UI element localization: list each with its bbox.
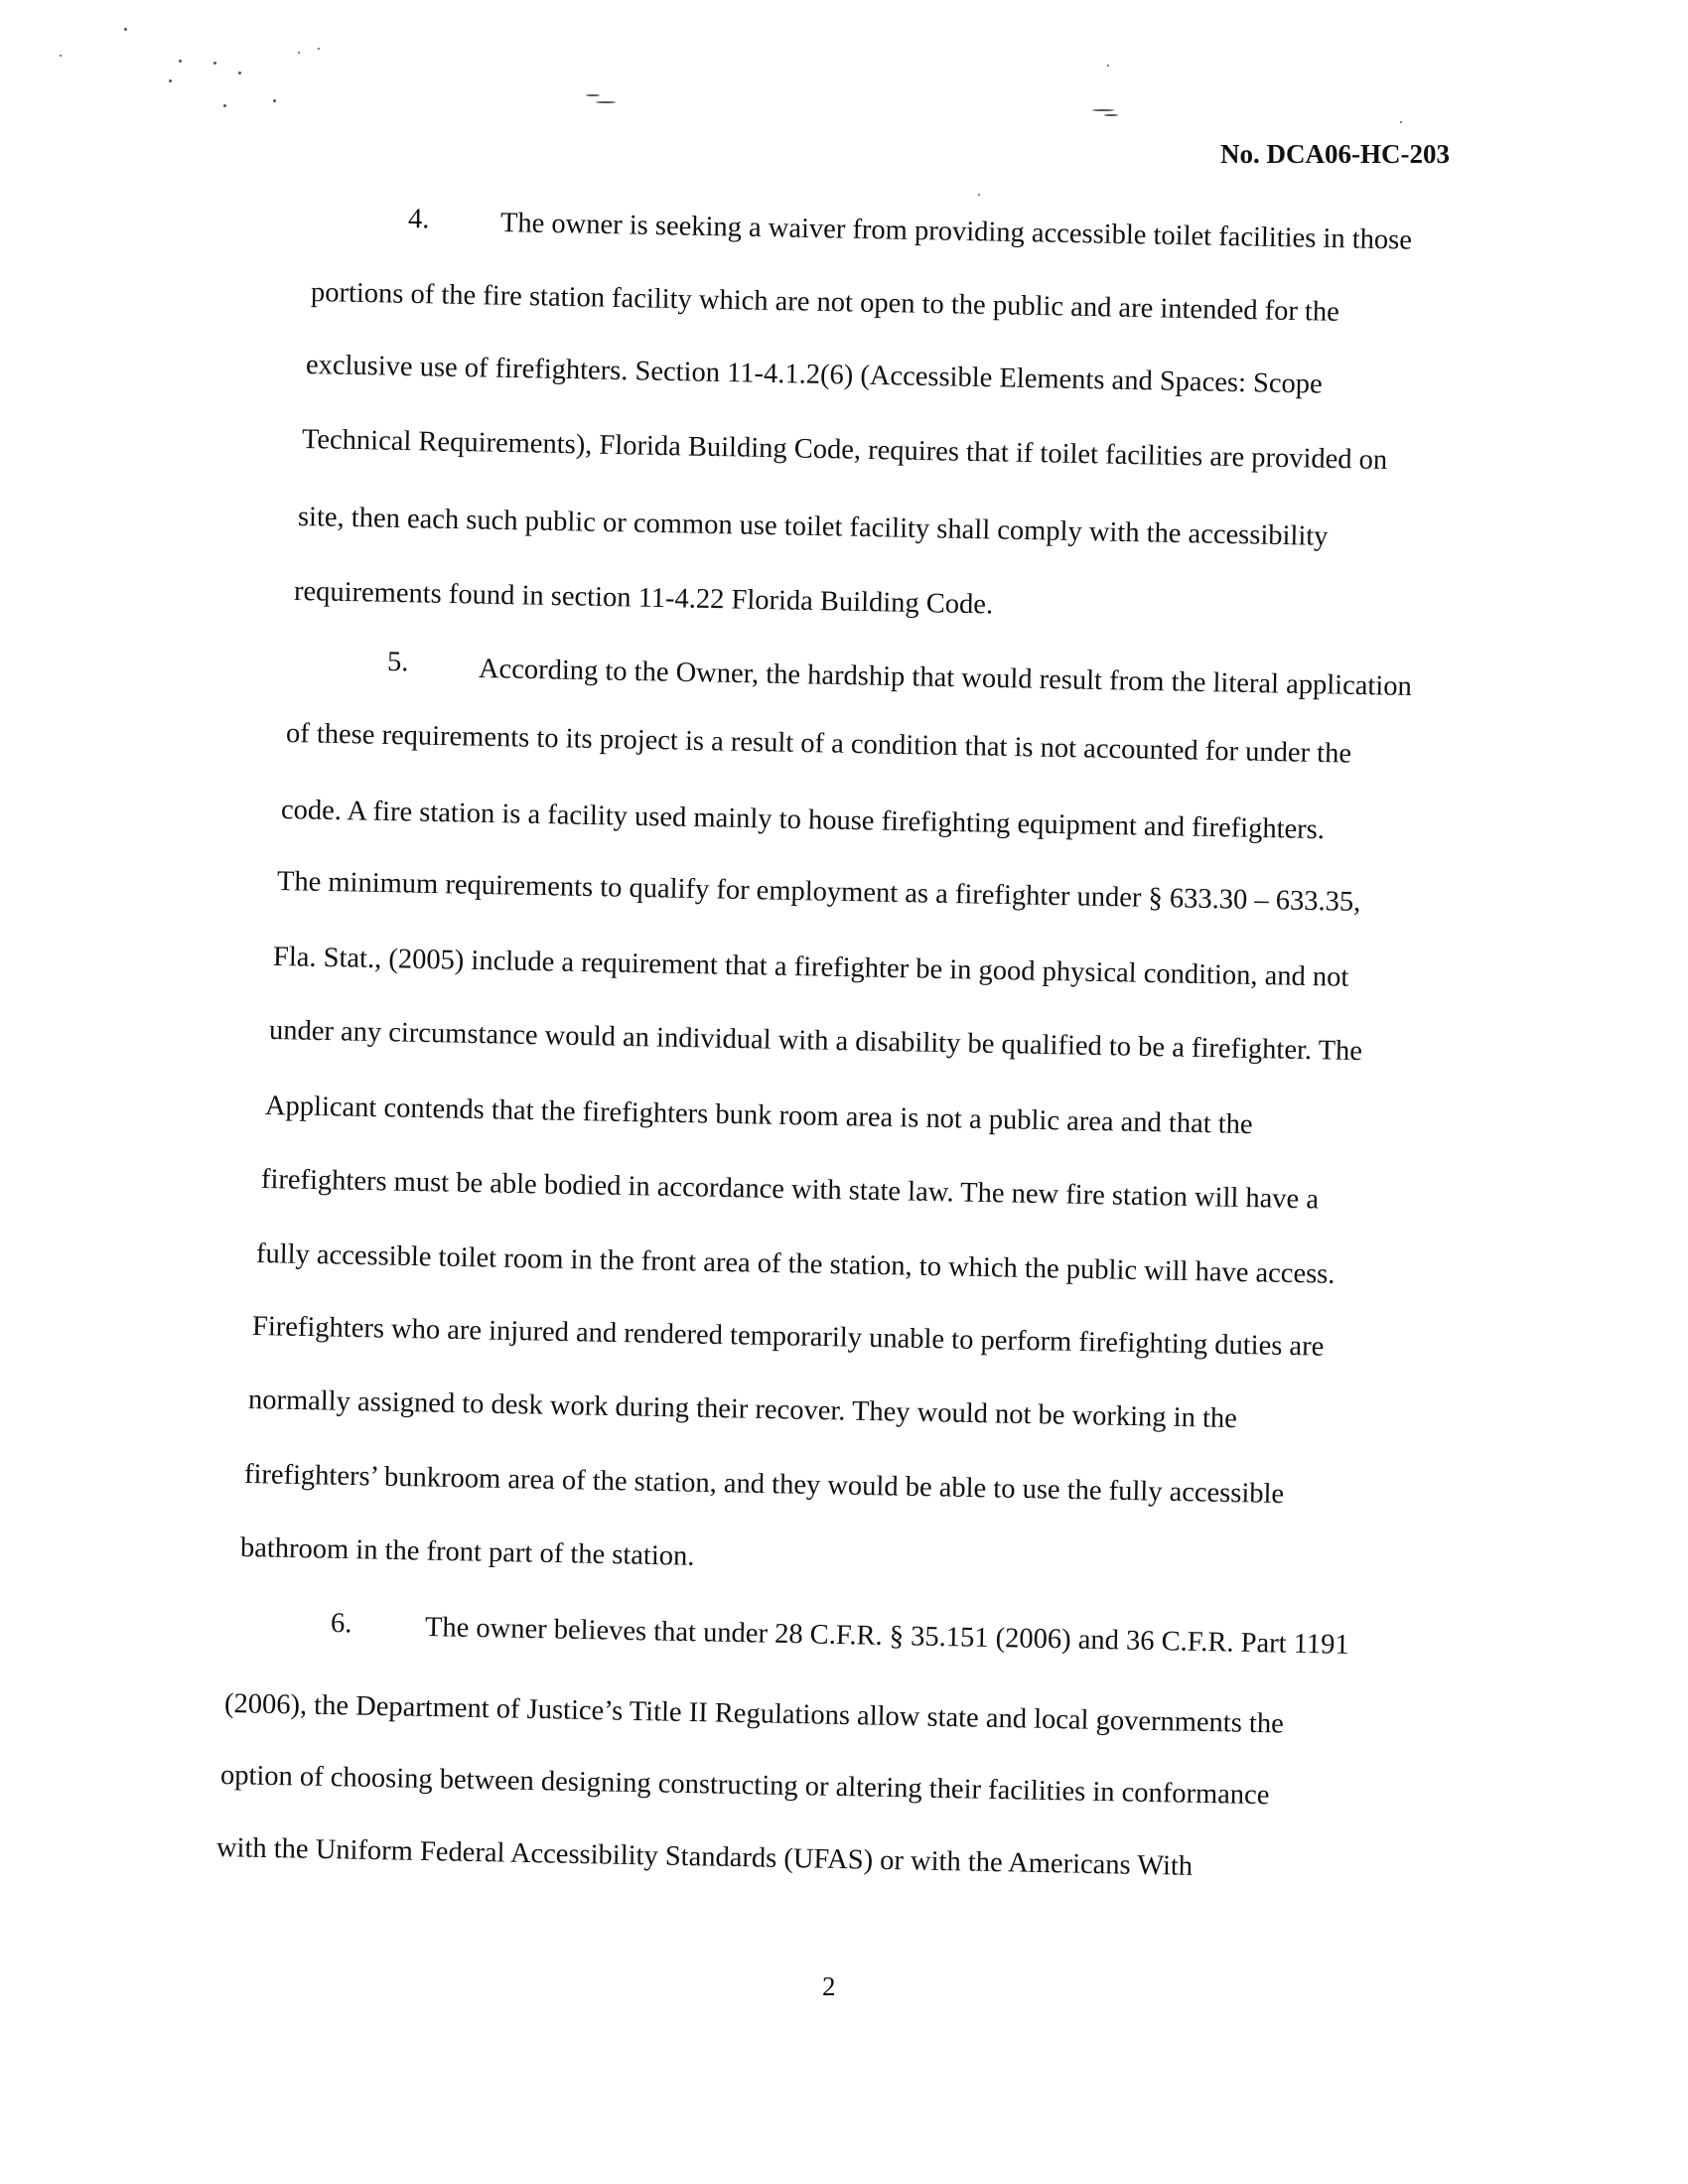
scan-speck bbox=[1092, 109, 1114, 111]
paragraph-number: 5. bbox=[387, 646, 409, 678]
paragraph-number: 6. bbox=[331, 1608, 353, 1640]
text-line: Applicant contends that the firefighters bunk room area is not a public area and that the bbox=[264, 1091, 1253, 1141]
scan-speck bbox=[273, 99, 276, 102]
text-line: with the Uniform Federal Accessibility Standards (UFAS) or with the Americans With bbox=[215, 1832, 1194, 1883]
text-line: Firefighters who are injured and rendered temporarily unable to perform firefighting duties are bbox=[251, 1311, 1325, 1364]
page-number: 2 bbox=[822, 1971, 836, 2001]
text-line: code. A fire station is a facility used mainly to house firefighting equipment and firefighters. bbox=[281, 794, 1326, 845]
scan-speck bbox=[978, 194, 980, 196]
text-line: (2006), the Department of Justice’s Title II Regulations allow state and local governments the bbox=[224, 1687, 1285, 1740]
text-line: under any circumstance would an individual with a disability be qualified to be a firefighter. The bbox=[268, 1014, 1363, 1067]
scan-speck bbox=[124, 28, 127, 31]
text-line: exclusive use of firefighters. Section 11-4.1.2(6) (Accessible Elements and Spaces: Scope bbox=[306, 350, 1324, 400]
text-line: portions of the fire station facility which are not open to the public and are intended for the bbox=[310, 276, 1339, 328]
text-line: normally assigned to desk work during their recover. They would not be working in the bbox=[247, 1384, 1238, 1435]
text-line: According to the Owner, the hardship that would result from the literal application bbox=[478, 653, 1412, 702]
text-line: requirements found in section 11-4.22 Florida Building Code. bbox=[293, 576, 994, 621]
scan-speck bbox=[179, 60, 182, 63]
text-line: The owner is seeking a waiver from providing accessible toilet facilities in those bbox=[499, 208, 1413, 256]
scan-speck bbox=[60, 55, 62, 57]
text-line: firefighters’ bunkroom area of the station, and they would be able to use the fully accessible bbox=[243, 1459, 1285, 1511]
text-line: Technical Requirements), Florida Building Code, requires that if toilet facilities are provided on bbox=[301, 424, 1388, 477]
scan-speck bbox=[318, 48, 320, 50]
text-line: option of choosing between designing constructing or altering their facilities in conformance bbox=[219, 1759, 1270, 1812]
text-line: of these requirements to its project is a result of a condition that is not accounted for under the bbox=[285, 718, 1351, 770]
scan-speck bbox=[1104, 114, 1118, 116]
document-number: No. DCA06-HC-203 bbox=[1220, 139, 1450, 169]
text-line: The owner believes that under 28 C.F.R. § 35.151 (2006) and 36 C.F.R. Part 1191 bbox=[424, 1612, 1349, 1662]
text-line: Fla. Stat., (2005) include a requirement that a firefighter be in good physical condition, and not bbox=[272, 942, 1349, 993]
text-line: site, then each such public or common use toilet facility shall comply with the accessibility bbox=[297, 502, 1329, 552]
scan-speck bbox=[1400, 121, 1402, 123]
text-line: firefighters must be able bodied in accordance with state law. The new fire station will have a bbox=[260, 1163, 1319, 1216]
scan-speck bbox=[586, 94, 600, 96]
scan-speck bbox=[238, 72, 241, 74]
scan-speck bbox=[596, 101, 616, 103]
scan-speck bbox=[1107, 65, 1109, 67]
paragraph-number: 4. bbox=[407, 204, 430, 235]
scan-speck bbox=[298, 52, 300, 54]
text-line: bathroom in the front part of the station. bbox=[239, 1531, 695, 1572]
scan-speck bbox=[169, 79, 172, 82]
text-line: fully accessible toilet room in the front area of the station, to which the public will have access. bbox=[256, 1238, 1336, 1290]
scan-speck bbox=[223, 104, 226, 107]
text-line: The minimum requirements to qualify for employment as a firefighter under § 633.30 – 633.35, bbox=[276, 865, 1361, 918]
scan-speck bbox=[213, 62, 216, 65]
